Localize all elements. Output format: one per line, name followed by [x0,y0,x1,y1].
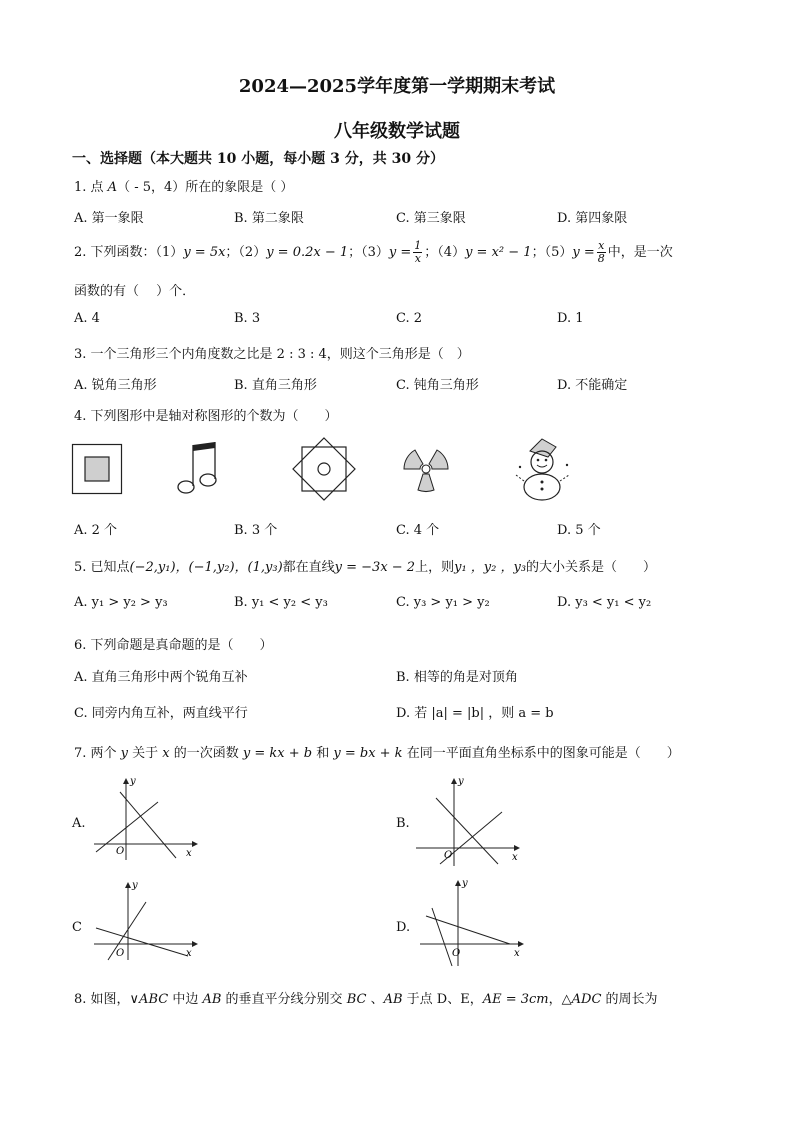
q8-triangle: ∨ABC [129,992,169,1007]
q2-f3-denominator: x [414,252,421,265]
q2-func-3-left: y = [388,245,412,260]
q2-line-2: 函数的有（ ）个． [74,284,196,299]
figure-rotated-squares [292,437,356,501]
question-3 [74,343,470,362]
q2-func-5-left: y = [572,245,595,260]
q7-label-b[interactable]: B. [396,816,410,831]
q4-option-a[interactable]: A. 2 个 [74,523,118,538]
q5-points: (−2,y₁)，(−1,y₂)，(1,y₃) [129,560,283,575]
q7-a-y-label: y [130,776,136,787]
q4-option-c[interactable]: C. 4 个 [396,523,440,538]
figure-square-in-square [72,444,124,496]
q4-option-b[interactable]: B. 3 个 [234,523,278,538]
q7-graph-c [92,882,202,962]
q3-option-b[interactable]: B. 直角三角形 [234,378,317,393]
question-8 [74,988,658,1007]
q2-option-d[interactable]: D. 1 [557,311,584,326]
q8-bc: BC [346,992,367,1007]
q2-option-c[interactable]: C. 2 [396,311,423,326]
q5-vars: y₁ ，y₂ ，y₃ [454,560,527,575]
question-4: 4. 下列图形中是轴对称图形的个数为（ ） [74,409,338,424]
q7-func-1: y = kx + b [242,746,313,761]
q5-stem-c: 上，则 [415,560,455,575]
q2-option-a[interactable]: A. 4 [74,311,100,326]
q2-option-b[interactable]: B. 3 [234,311,261,326]
q7-stem-c: 的一次函数 [169,746,243,761]
q7-a-origin: O [116,846,125,857]
q5-option-d[interactable]: D. y₃ < y₁ < y₂ [557,595,652,610]
q7-func-2: y = bx + k [333,746,403,761]
exam-subtitle: 八年级数学试题 [334,121,460,142]
q7-b-origin: O [444,850,453,861]
q1-stem-b: （ - 5，4）所在的象限是（ ） [117,180,294,195]
q4-option-d[interactable]: D. 5 个 [557,523,601,538]
q5-stem-a: 5. 已知点 [74,560,130,575]
q3-option-d[interactable]: D. 不能确定 [557,378,628,393]
question-7 [74,742,680,761]
q5-stem-d: 的大小关系是（ ） [526,560,657,575]
q5-option-c[interactable]: C. y₃ > y₁ > y₂ [396,595,490,610]
q8-stem-b: 中边 [168,992,203,1007]
q7-label-a[interactable]: A. [72,816,86,831]
q5-stem-b: 都在直线 [282,560,335,575]
q2-f5-numerator: x [598,239,605,252]
q7-stem-d: 在同一平面直角坐标系中的图象可能是（ ） [402,746,680,761]
section-heading: 一、选择题（本大题共 10 小题，每小题 3 分，共 30 分） [72,151,444,167]
q2-func-4: y = x² − 1 [465,245,532,260]
q8-ab-2: AB [383,992,403,1007]
q2-fraction-5 [597,240,606,265]
q7-c-x-label: x [186,948,192,959]
q2-f5-denominator: 8 [597,252,605,265]
q3-option-c[interactable]: C. 钝角三角形 [396,378,479,393]
q8-adc: △ADC [561,992,602,1007]
q8-stem-e: 于点 D、E， [402,992,483,1007]
q5-option-a[interactable]: A. y₁ > y₂ > y₃ [74,595,168,610]
q8-stem-f: ， [548,992,562,1007]
q1-option-c[interactable]: C. 第三象限 [396,211,466,226]
q3-ratio: 2 : 3 : 4 [276,347,327,362]
q7-graph-b [414,778,524,868]
q2-f3-numerator: 1 [414,239,422,252]
q5-option-b[interactable]: B. y₁ < y₂ < y₃ [234,595,328,610]
q1-option-b[interactable]: B. 第二象限 [234,211,304,226]
q7-d-y-label: y [462,878,468,889]
q7-label-d[interactable]: D. [396,920,411,935]
q8-stem-c: 的垂直平分线分别交 [221,992,347,1007]
question-2 [74,240,673,265]
q7-d-x-label: x [514,948,520,959]
q6-option-a[interactable]: A. 直角三角形中两个锐角互补 [74,670,248,685]
q7-b-y-label: y [458,776,464,787]
q7-d-origin: O [452,948,461,959]
q7-stem-b: 关于 [128,746,163,761]
q3-stem-a: 3. 一个三角形三个内角度数之比是 [74,347,277,362]
q3-stem-b: ，则这个三角形是（ ） [326,347,470,362]
q1-option-d[interactable]: D. 第四象限 [557,211,628,226]
q7-graph-d [418,880,528,968]
q7-c-y-label: y [132,880,138,891]
q7-label-c[interactable]: C [72,920,82,935]
q2-fraction-3 [413,240,422,265]
q7-stem-a: 7. 两个 [74,746,121,761]
q8-ab: AB [202,992,222,1007]
q6-option-d[interactable]: D. 若 |a| = |b| ，则 a = b [396,706,554,721]
exam-title: 2024—2025学年度第一学期期末考试 [238,76,556,97]
figure-radiation-symbol-icon [398,443,454,495]
q6-option-c[interactable]: C. 同旁内角互补，两直线平行 [74,706,248,721]
figure-music-note-icon [176,440,220,496]
q7-and: 和 [312,746,334,761]
question-5 [74,556,656,575]
q2-part-2: ；（2） [225,245,267,260]
question-1 [74,176,293,195]
q5-line: y = −3x − 2 [334,560,416,575]
q3-option-a[interactable]: A. 锐角三角形 [74,378,157,393]
q7-c-origin: O [116,948,125,959]
question-6: 6. 下列命题是真命题的是（ ） [74,638,273,653]
q2-func-1: y = 5x [183,245,226,260]
q6-option-b[interactable]: B. 相等的角是对顶角 [396,670,518,685]
q7-y: y [120,746,129,761]
q2-part-6: 中，是一次 [607,245,673,260]
q1-stem-a: 1. 点 [74,180,108,195]
q2-part-1: 2. 下列函数：（1） [74,245,184,260]
q2-part-4: ；（4） [424,245,466,260]
q7-graph-a [92,778,202,862]
q8-ae: AE = 3cm [482,992,549,1007]
q8-stem-g: 的周长为 [601,992,658,1007]
q1-point: A [107,180,118,195]
q8-stem-a: 8. 如图， [74,992,130,1007]
q7-x: x [162,746,170,761]
q7-b-x-label: x [512,852,518,863]
q7-a-x-label: x [186,848,192,859]
q8-stem-d: 、 [366,992,384,1007]
q2-part-3: ；（3） [348,245,389,260]
figure-snowman-icon [512,437,574,501]
q1-option-a[interactable]: A. 第一象限 [74,211,144,226]
q2-part-5: ；（5） [531,245,573,260]
q2-func-2: y = 0.2x − 1 [266,245,349,260]
